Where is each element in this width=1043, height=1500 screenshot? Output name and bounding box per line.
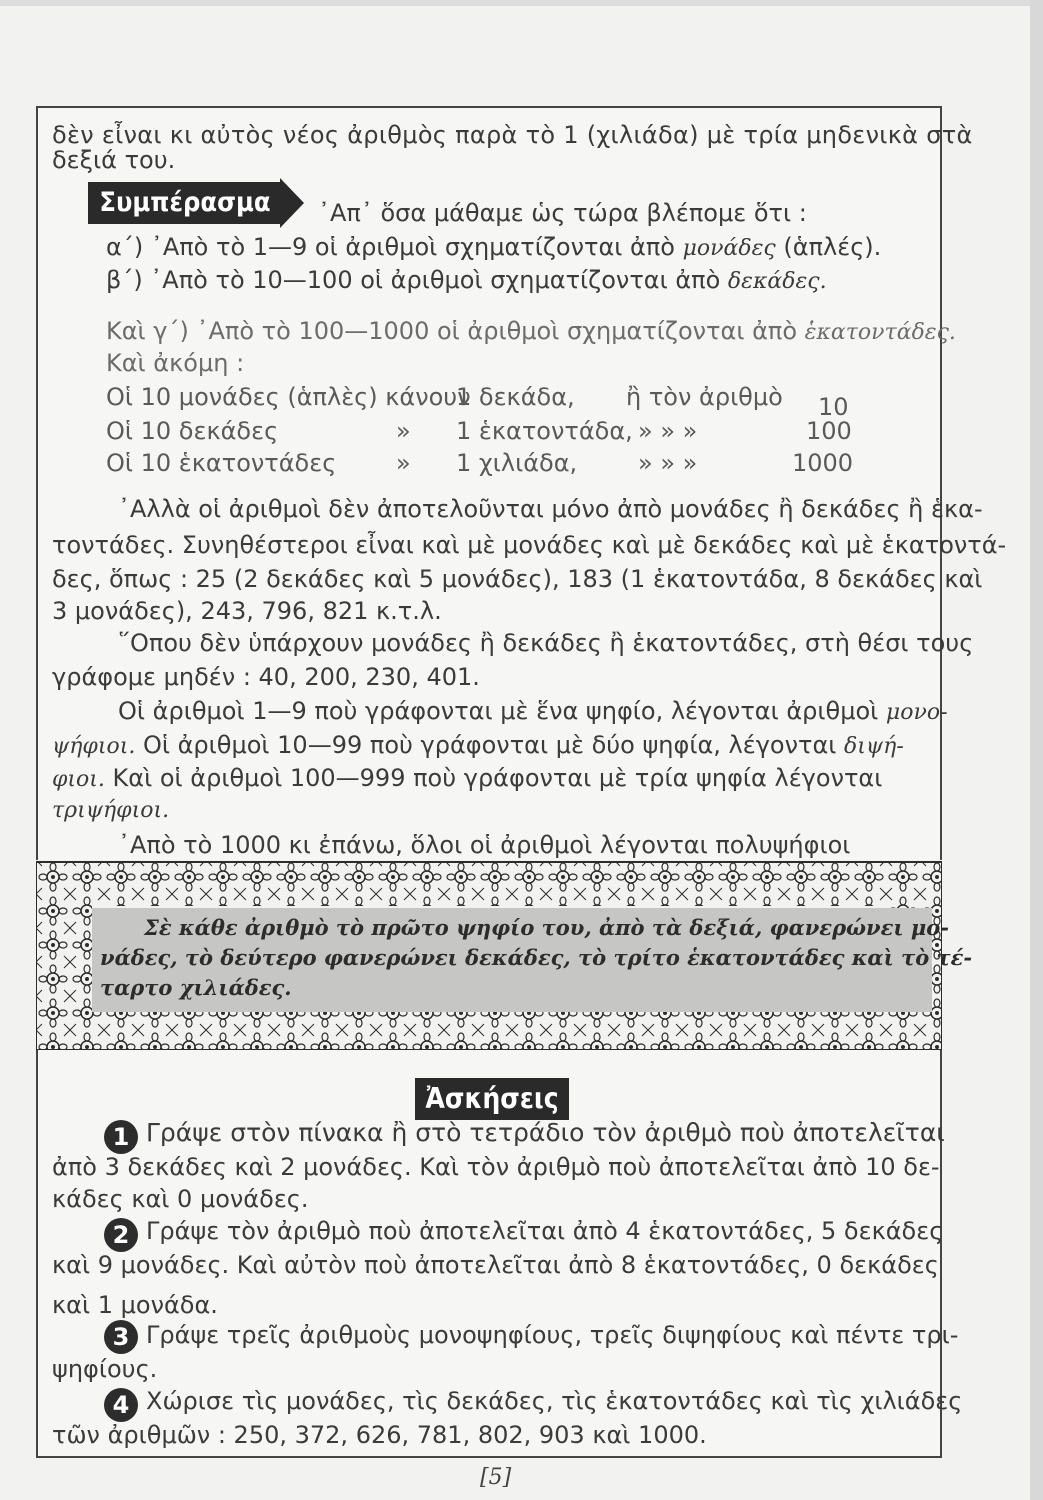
exercise-number-badge: 2 — [104, 1218, 138, 1252]
rule-box — [36, 860, 973, 1050]
exercise-number-badge: 1 — [104, 1120, 138, 1154]
conclusion-banner — [88, 178, 304, 228]
p3-line-2 — [52, 730, 904, 762]
table-cell-num: 100 — [806, 417, 852, 445]
scan-right-edge — [1030, 0, 1043, 1500]
table-cell-left: Οἱ 10 μονάδες (ἁπλὲς) κάνουν — [106, 383, 471, 411]
table-cell-left: Οἱ 10 ἑκατοντάδες — [106, 449, 337, 477]
rule-box-inner — [92, 908, 973, 1012]
p3-line-1-italic: μονο- — [885, 700, 948, 725]
table-row — [106, 448, 866, 478]
table-cell-num: 10 — [818, 393, 849, 421]
exercises-title: Ἀσκήσεις — [415, 1078, 569, 1120]
p3-line-2-text: Οἱ ἀριθμοὶ 10—99 ποὺ γράφονται μὲ δύο ψηφία, λέγονται — [135, 731, 845, 759]
intro-line-1: δὲν εἶναι κι αὐτὸς νέος ἀριθμὸς παρὰ τὸ 1 (χιλιάδα) μὲ τρία μηδενικὰ στὰ — [52, 121, 973, 149]
table-cell-right: ἢ τὸν ἀριθμὸ — [626, 383, 783, 411]
p3-line-3-text: Καὶ οἱ ἀριθμοὶ 100—999 ποὺ γράφονται μὲ τρία ψηφία λέγονται — [104, 764, 883, 792]
p3-line-1 — [118, 696, 948, 728]
exercise-1-line-3: κάδες καὶ 0 μονάδες. — [52, 1185, 309, 1213]
table-cell-mid: 1 ἑκατοντάδα, — [456, 417, 633, 445]
table-row — [106, 382, 866, 421]
table-cell-mid: 1 δεκάδα, — [456, 383, 575, 411]
p1-line-1: ᾿Αλλὰ οἱ ἀριθμοὶ δὲν ἀποτελοῦνται μόνο ἀπὸ μονάδες ἢ δεκάδες ἢ ἑκα- — [118, 495, 983, 523]
conclusion-a — [106, 232, 881, 264]
table-cell-num: 1000 — [792, 449, 854, 477]
table-cell-left: Οἱ 10 δεκάδες — [106, 417, 279, 445]
p2-line-1: ῞Οπου δὲν ὑπάρχουν μονάδες ἢ δεκάδες ἢ ἑκατοντάδες, στὴ θέσι τους — [118, 629, 974, 657]
exercise-2-line-1: Γράψε τὸν ἀριθμὸ ποὺ ἀποτελεῖται ἀπὸ 4 ἑκατοντάδες, 5 δεκάδες — [146, 1217, 944, 1245]
table-cell-ditto: » — [396, 417, 411, 445]
exercise-number-badge: 3 — [104, 1320, 138, 1354]
p1-line-4: 3 μονάδες), 243, 796, 821 κ.τ.λ. — [52, 597, 442, 625]
conclusion-b-text: β΄) ᾿Απὸ τὸ 10—100 οἱ ἀριθμοὶ σχηματίζονται ἀπὸ — [106, 266, 728, 294]
scan-top-edge — [0, 0, 1043, 6]
page-number: [5] — [480, 1465, 512, 1490]
table-row — [106, 416, 866, 446]
p2-line-2: γράφομε μηδέν : 40, 200, 230, 401. — [52, 663, 480, 691]
exercise-4-line-2: τῶν ἀριθμῶν : 250, 372, 626, 781, 802, 903 καὶ 1000. — [52, 1421, 707, 1449]
conclusion-a-suffix: (ἁπλές). — [775, 233, 882, 261]
p3-line-2-italic-b: διψή- — [844, 734, 904, 759]
rule-line-3: ταρτο χιλιάδες. — [100, 975, 292, 1000]
table-cell-ditto: » — [396, 449, 411, 477]
conclusion-b-italic: δεκάδες. — [727, 269, 827, 294]
exercise-1-line-2: ἀπὸ 3 δεκάδες καὶ 2 μονάδες. Καὶ τὸν ἀριθμὸ ποὺ ἀποτελεῖται ἀπὸ 10 δε- — [52, 1153, 940, 1181]
p3-line-3 — [52, 763, 882, 795]
exercise-1-line-1: Γράψε στὸν πίνακα ἢ στὸ τετράδιο τὸν ἀριθμὸ ποὺ ἀποτελεῖται — [146, 1118, 945, 1147]
exercise-3-line-2: ψηφίους. — [52, 1355, 158, 1383]
table-cell-mid: 1 χιλιάδα, — [456, 449, 578, 477]
p3-line-2-italic-a: ψήφιοι. — [52, 734, 136, 759]
exercise-3-line-1: Γράψε τρεῖς ἀριθμοὺς μονοψηφίους, τρεῖς διψηφίους καὶ πέντε τρι- — [146, 1321, 959, 1349]
table-cell-right: » » » — [638, 417, 698, 445]
banner-title: Συμπέρασμα — [99, 187, 271, 218]
conclusion-lead: ᾿Απ᾿ ὅσα μάθαμε ὡς τώρα βλέπομε ὅτι : — [318, 199, 807, 227]
conclusion-c — [106, 316, 956, 348]
conclusion-c-italic: ἑκατοντάδες. — [804, 320, 956, 345]
p1-line-2: τοντάδες. Συνηθέστεροι εἶναι καὶ μὲ μονάδες καὶ μὲ δεκάδες καὶ μὲ ἑκατοντά- — [52, 531, 1007, 559]
intro-line-2: δεξιά του. — [52, 146, 176, 174]
conclusion-c-text: Καὶ γ΄) ᾿Απὸ τὸ 100—1000 οἱ ἀριθμοὶ σχηματίζονται ἀπὸ — [106, 317, 805, 345]
exercise-2-line-2: καὶ 9 μονάδες. Καὶ αὐτὸν ποὺ ἀποτελεῖται ἀπὸ 8 ἑκατοντάδες, 0 δεκάδες — [52, 1251, 939, 1279]
exercise-4-line-1: Χώρισε τὶς μονάδες, τὶς δεκάδες, τὶς ἑκατοντάδες καὶ τὶς χιλιάδες — [146, 1387, 963, 1415]
exercise-number-badge: 4 — [104, 1388, 138, 1422]
conclusion-a-text: α΄) ᾿Απὸ τὸ 1—9 οἱ ἀριθμοὶ σχηματίζονται ἀπὸ — [106, 233, 683, 261]
exercise-2-line-3: καὶ 1 μονάδα. — [52, 1291, 218, 1319]
p4-line: ᾿Απὸ τὸ 1000 κι ἐπάνω, ὅλοι οἱ ἀριθμοὶ λέγονται πολυψήφιοι — [118, 831, 851, 859]
rule-line-2: νάδες, τὸ δεύτερο φανερώνει δεκάδες, τὸ τρίτο ἑκατοντάδες καὶ τὸ τέ- — [100, 945, 973, 970]
p3-line-1-text: Οἱ ἀριθμοὶ 1—9 ποὺ γράφονται μὲ ἕνα ψηφίο, λέγονται ἀριθμοὶ — [118, 697, 886, 725]
conclusion-b — [106, 265, 827, 297]
rule-line-1: Σὲ κάθε ἀριθμὸ τὸ πρῶτο ψηφίο του, ἀπὸ τὰ δεξιά, φανερώνει μο- — [144, 915, 949, 940]
p3-line-3-italic: φιοι. — [52, 767, 105, 792]
conclusion-a-italic: μονάδες — [682, 236, 776, 261]
table-cell-right: » » » — [638, 449, 698, 477]
p3-line-4: τριψήφιοι. — [52, 798, 170, 823]
p1-line-3: δες, ὅπως : 25 (2 δεκάδες καὶ 5 μονάδες), 183 (1 ἑκατοντάδα, 8 δεκάδες καὶ — [52, 565, 983, 593]
conclusion-also: Καὶ ἀκόμη : — [106, 349, 245, 377]
